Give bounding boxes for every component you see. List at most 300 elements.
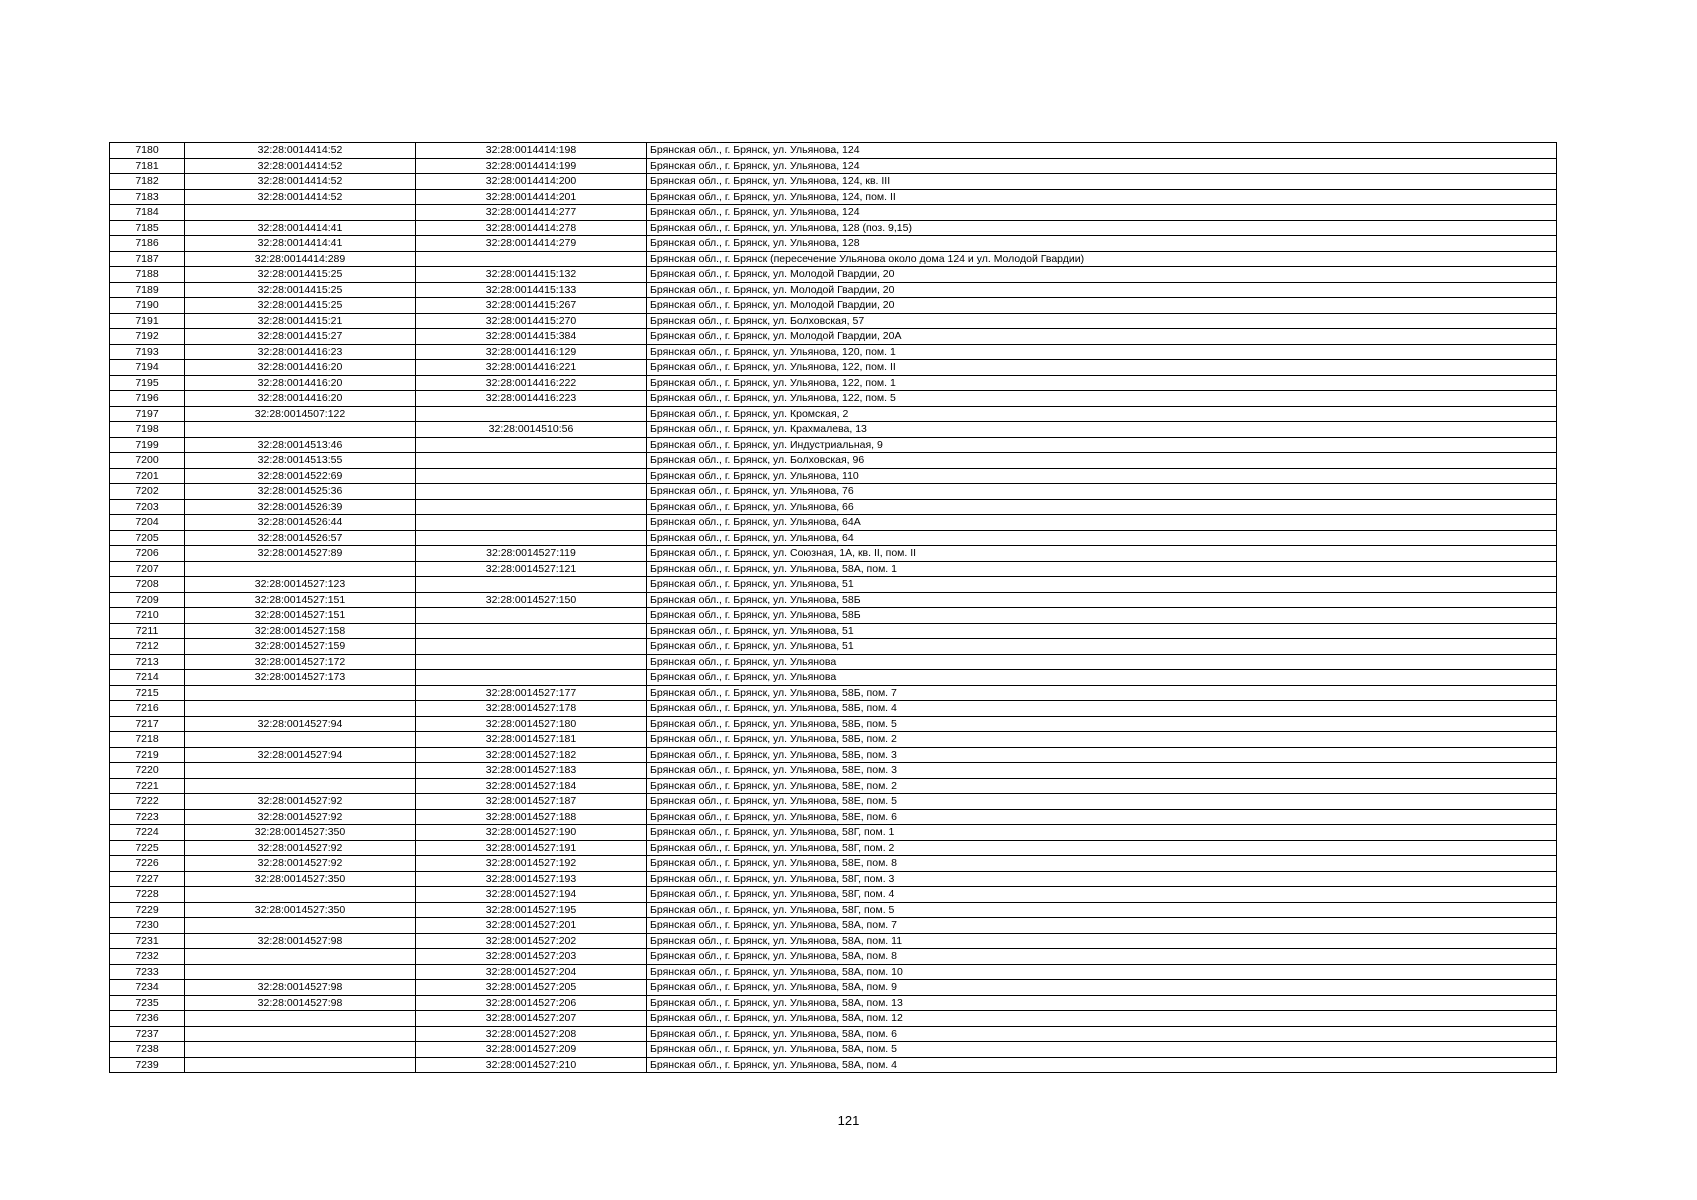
row-number-cell: 7185 [110,220,185,236]
parcel-cadastral-number-cell: 32:28:0014527:350 [185,825,416,841]
address-cell: Брянская обл., г. Брянск, ул. Ульянова, 124 [647,205,1557,221]
row-number-cell: 7236 [110,1011,185,1027]
table-row [110,251,1557,267]
parcel-cadastral-number-cell: 32:28:0014527:94 [185,716,416,732]
object-cadastral-number-cell: 32:28:0014510:56 [416,422,647,438]
address-cell: Брянская обл., г. Брянск, ул. Ульянова, 124, пом. II [647,189,1557,205]
table-row [110,825,1557,841]
address-cell: Брянская обл., г. Брянск, ул. Ульянова, 58А, пом. 12 [647,1011,1557,1027]
address-cell: Брянская обл., г. Брянск, ул. Ульянова, 58А, пом. 5 [647,1042,1557,1058]
object-cadastral-number-cell [416,406,647,422]
row-number-cell: 7212 [110,639,185,655]
row-number-cell: 7221 [110,778,185,794]
parcel-cadastral-number-cell [185,205,416,221]
table-row [110,1026,1557,1042]
row-number-cell: 7206 [110,546,185,562]
address-cell: Брянская обл., г. Брянск, ул. Ульянова, 128 (поз. 9,15) [647,220,1557,236]
object-cadastral-number-cell: 32:28:0014527:194 [416,887,647,903]
address-cell: Брянская обл., г. Брянск, ул. Молодой Гвардии, 20А [647,329,1557,345]
parcel-cadastral-number-cell: 32:28:0014416:20 [185,360,416,376]
object-cadastral-number-cell: 32:28:0014527:193 [416,871,647,887]
parcel-cadastral-number-cell: 32:28:0014416:20 [185,375,416,391]
parcel-cadastral-number-cell: 32:28:0014527:151 [185,608,416,624]
row-number-cell: 7203 [110,499,185,515]
table-row [110,608,1557,624]
parcel-cadastral-number-cell [185,1057,416,1073]
parcel-cadastral-number-cell: 32:28:0014415:21 [185,313,416,329]
parcel-cadastral-number-cell: 32:28:0014527:158 [185,623,416,639]
object-cadastral-number-cell: 32:28:0014527:184 [416,778,647,794]
object-cadastral-number-cell: 32:28:0014414:198 [416,143,647,159]
address-cell: Брянская обл., г. Брянск, ул. Ульянова, 58Е, пом. 3 [647,763,1557,779]
parcel-cadastral-number-cell: 32:28:0014526:44 [185,515,416,531]
parcel-cadastral-number-cell [185,701,416,717]
object-cadastral-number-cell: 32:28:0014527:183 [416,763,647,779]
row-number-cell: 7198 [110,422,185,438]
object-cadastral-number-cell [416,437,647,453]
row-number-cell: 7205 [110,530,185,546]
table-row [110,344,1557,360]
table-row [110,747,1557,763]
object-cadastral-number-cell: 32:28:0014527:192 [416,856,647,872]
address-cell: Брянская обл., г. Брянск, ул. Ульянова [647,670,1557,686]
table-row [110,360,1557,376]
address-cell: Брянская обл., г. Брянск, ул. Ульянова, 110 [647,468,1557,484]
address-cell: Брянская обл., г. Брянск, ул. Ульянова, 58Е, пом. 8 [647,856,1557,872]
address-cell: Брянская обл., г. Брянск, ул. Ульянова, 58Е, пом. 6 [647,809,1557,825]
table-row [110,1057,1557,1073]
row-number-cell: 7239 [110,1057,185,1073]
row-number-cell: 7207 [110,561,185,577]
row-number-cell: 7232 [110,949,185,965]
row-number-cell: 7222 [110,794,185,810]
row-number-cell: 7181 [110,158,185,174]
row-number-cell: 7231 [110,933,185,949]
address-cell: Брянская обл., г. Брянск, ул. Ульянова, 58Г, пом. 2 [647,840,1557,856]
address-cell: Брянская обл., г. Брянск, ул. Ульянова, 58Б, пом. 3 [647,747,1557,763]
table-row [110,530,1557,546]
object-cadastral-number-cell: 32:28:0014527:201 [416,918,647,934]
row-number-cell: 7196 [110,391,185,407]
table-row [110,298,1557,314]
table-row [110,220,1557,236]
object-cadastral-number-cell: 32:28:0014527:119 [416,546,647,562]
object-cadastral-number-cell: 32:28:0014415:133 [416,282,647,298]
object-cadastral-number-cell: 32:28:0014527:208 [416,1026,647,1042]
table-row [110,406,1557,422]
table-row [110,267,1557,283]
address-cell: Брянская обл., г. Брянск, ул. Ульянова, 58А, пом. 9 [647,980,1557,996]
row-number-cell: 7193 [110,344,185,360]
parcel-cadastral-number-cell: 32:28:0014527:173 [185,670,416,686]
row-number-cell: 7209 [110,592,185,608]
row-number-cell: 7192 [110,329,185,345]
table-row [110,143,1557,159]
table-row [110,623,1557,639]
address-cell: Брянская обл., г. Брянск, ул. Ульянова, 58А, пом. 10 [647,964,1557,980]
row-number-cell: 7233 [110,964,185,980]
registry-table-container [109,142,1557,1073]
object-cadastral-number-cell [416,251,647,267]
row-number-cell: 7230 [110,918,185,934]
object-cadastral-number-cell: 32:28:0014415:270 [416,313,647,329]
parcel-cadastral-number-cell: 32:28:0014527:92 [185,840,416,856]
row-number-cell: 7194 [110,360,185,376]
address-cell: Брянская обл., г. Брянск, ул. Ульянова, 64 [647,530,1557,546]
address-cell: Брянская обл., г. Брянск, ул. Ульянова, 64А [647,515,1557,531]
object-cadastral-number-cell: 32:28:0014527:207 [416,1011,647,1027]
object-cadastral-number-cell: 32:28:0014527:191 [416,840,647,856]
address-cell: Брянская обл., г. Брянск, ул. Ульянова, 122, пом. II [647,360,1557,376]
address-cell: Брянская обл., г. Брянск, ул. Ульянова, 124 [647,143,1557,159]
address-cell: Брянская обл., г. Брянск, ул. Болховская, 96 [647,453,1557,469]
row-number-cell: 7213 [110,654,185,670]
address-cell: Брянская обл., г. Брянск, ул. Ульянова, 58Б, пом. 4 [647,701,1557,717]
table-row [110,592,1557,608]
parcel-cadastral-number-cell: 32:28:0014522:69 [185,468,416,484]
object-cadastral-number-cell [416,654,647,670]
parcel-cadastral-number-cell: 32:28:0014526:57 [185,530,416,546]
row-number-cell: 7188 [110,267,185,283]
object-cadastral-number-cell: 32:28:0014527:187 [416,794,647,810]
address-cell: Брянская обл., г. Брянск, ул. Ульянова, 124 [647,158,1557,174]
table-row [110,282,1557,298]
parcel-cadastral-number-cell: 32:28:0014414:52 [185,174,416,190]
table-row [110,189,1557,205]
object-cadastral-number-cell: 32:28:0014414:200 [416,174,647,190]
row-number-cell: 7201 [110,468,185,484]
address-cell: Брянская обл., г. Брянск, ул. Молодой Гвардии, 20 [647,282,1557,298]
parcel-cadastral-number-cell [185,887,416,903]
table-row [110,670,1557,686]
address-cell: Брянская обл., г. Брянск, ул. Кромская, 2 [647,406,1557,422]
address-cell: Брянская обл., г. Брянск, ул. Ульянова, 58Е, пом. 2 [647,778,1557,794]
row-number-cell: 7191 [110,313,185,329]
object-cadastral-number-cell: 32:28:0014527:209 [416,1042,647,1058]
row-number-cell: 7238 [110,1042,185,1058]
address-cell: Брянская обл., г. Брянск, ул. Ульянова, 58Б, пом. 2 [647,732,1557,748]
address-cell: Брянская обл., г. Брянск, ул. Ульянова, 124, кв. III [647,174,1557,190]
address-cell: Брянская обл., г. Брянск, ул. Ульянова, 58Б [647,608,1557,624]
object-cadastral-number-cell: 32:28:0014527:180 [416,716,647,732]
row-number-cell: 7218 [110,732,185,748]
table-row [110,577,1557,593]
object-cadastral-number-cell: 32:28:0014527:206 [416,995,647,1011]
row-number-cell: 7204 [110,515,185,531]
table-row [110,732,1557,748]
table-row [110,701,1557,717]
table-row [110,809,1557,825]
row-number-cell: 7186 [110,236,185,252]
address-cell: Брянская обл., г. Брянск, ул. Ульянова, 122, пом. 1 [647,375,1557,391]
address-cell: Брянская обл., г. Брянск, ул. Ульянова, 128 [647,236,1557,252]
parcel-cadastral-number-cell [185,918,416,934]
table-row [110,561,1557,577]
parcel-cadastral-number-cell: 32:28:0014415:25 [185,267,416,283]
object-cadastral-number-cell [416,623,647,639]
object-cadastral-number-cell: 32:28:0014527:210 [416,1057,647,1073]
object-cadastral-number-cell: 32:28:0014527:177 [416,685,647,701]
table-row [110,918,1557,934]
table-row [110,980,1557,996]
object-cadastral-number-cell: 32:28:0014527:195 [416,902,647,918]
address-cell: Брянская обл., г. Брянск, ул. Ульянова, 58Б, пом. 7 [647,685,1557,701]
parcel-cadastral-number-cell [185,1026,416,1042]
object-cadastral-number-cell: 32:28:0014527:205 [416,980,647,996]
object-cadastral-number-cell: 32:28:0014414:278 [416,220,647,236]
row-number-cell: 7225 [110,840,185,856]
address-cell: Брянская обл., г. Брянск, ул. Ульянова, 58Е, пом. 5 [647,794,1557,810]
address-cell: Брянская обл., г. Брянск, ул. Ульянова, 58А, пом. 7 [647,918,1557,934]
parcel-cadastral-number-cell: 32:28:0014513:55 [185,453,416,469]
page-number: 121 [837,1113,860,1128]
parcel-cadastral-number-cell: 32:28:0014527:350 [185,871,416,887]
parcel-cadastral-number-cell [185,1011,416,1027]
parcel-cadastral-number-cell [185,964,416,980]
address-cell: Брянская обл., г. Брянск, ул. Ульянова, 58Г, пом. 4 [647,887,1557,903]
parcel-cadastral-number-cell: 32:28:0014414:41 [185,220,416,236]
address-cell: Брянская обл., г. Брянск, ул. Ульянова, 58А, пом. 4 [647,1057,1557,1073]
row-number-cell: 7237 [110,1026,185,1042]
address-cell: Брянская обл., г. Брянск, ул. Союзная, 1А, кв. II, пом. II [647,546,1557,562]
table-row [110,546,1557,562]
address-cell: Брянская обл., г. Брянск, ул. Ульянова, 51 [647,623,1557,639]
parcel-cadastral-number-cell: 32:28:0014414:52 [185,158,416,174]
row-number-cell: 7200 [110,453,185,469]
address-cell: Брянская обл., г. Брянск, ул. Молодой Гвардии, 20 [647,267,1557,283]
object-cadastral-number-cell: 32:28:0014414:199 [416,158,647,174]
parcel-cadastral-number-cell: 32:28:0014507:122 [185,406,416,422]
parcel-cadastral-number-cell: 32:28:0014527:98 [185,995,416,1011]
row-number-cell: 7210 [110,608,185,624]
row-number-cell: 7197 [110,406,185,422]
table-row [110,933,1557,949]
address-cell: Брянская обл., г. Брянск, ул. Ульянова, 58А, пом. 11 [647,933,1557,949]
object-cadastral-number-cell [416,499,647,515]
address-cell: Брянская обл., г. Брянск, ул. Ульянова, 58А, пом. 1 [647,561,1557,577]
address-cell: Брянская обл., г. Брянск, ул. Ульянова, 58А, пом. 8 [647,949,1557,965]
parcel-cadastral-number-cell [185,763,416,779]
address-cell: Брянская обл., г. Брянск, ул. Ульянова [647,654,1557,670]
object-cadastral-number-cell: 32:28:0014414:277 [416,205,647,221]
row-number-cell: 7180 [110,143,185,159]
parcel-cadastral-number-cell: 32:28:0014527:92 [185,856,416,872]
table-row [110,329,1557,345]
row-number-cell: 7227 [110,871,185,887]
row-number-cell: 7226 [110,856,185,872]
row-number-cell: 7182 [110,174,185,190]
row-number-cell: 7223 [110,809,185,825]
table-row [110,158,1557,174]
row-number-cell: 7216 [110,701,185,717]
row-number-cell: 7220 [110,763,185,779]
object-cadastral-number-cell: 32:28:0014527:178 [416,701,647,717]
table-row [110,422,1557,438]
table-row [110,391,1557,407]
parcel-cadastral-number-cell: 32:28:0014415:27 [185,329,416,345]
registry-table [109,142,1557,1073]
parcel-cadastral-number-cell: 32:28:0014525:36 [185,484,416,500]
row-number-cell: 7215 [110,685,185,701]
object-cadastral-number-cell: 32:28:0014527:182 [416,747,647,763]
row-number-cell: 7183 [110,189,185,205]
object-cadastral-number-cell: 32:28:0014415:384 [416,329,647,345]
parcel-cadastral-number-cell: 32:28:0014527:98 [185,980,416,996]
object-cadastral-number-cell: 32:28:0014527:204 [416,964,647,980]
table-row [110,995,1557,1011]
table-row [110,685,1557,701]
row-number-cell: 7228 [110,887,185,903]
parcel-cadastral-number-cell [185,685,416,701]
parcel-cadastral-number-cell: 32:28:0014416:23 [185,344,416,360]
row-number-cell: 7187 [110,251,185,267]
address-cell: Брянская обл., г. Брянск, ул. Ульянова, 66 [647,499,1557,515]
parcel-cadastral-number-cell: 32:28:0014527:98 [185,933,416,949]
address-cell: Брянская обл., г. Брянск, ул. Ульянова, 58Б, пом. 5 [647,716,1557,732]
table-row [110,1042,1557,1058]
parcel-cadastral-number-cell: 32:28:0014527:92 [185,794,416,810]
registry-table-body [110,143,1557,1073]
row-number-cell: 7208 [110,577,185,593]
parcel-cadastral-number-cell: 32:28:0014527:92 [185,809,416,825]
object-cadastral-number-cell: 32:28:0014527:121 [416,561,647,577]
row-number-cell: 7202 [110,484,185,500]
address-cell: Брянская обл., г. Брянск, ул. Крахмалева, 13 [647,422,1557,438]
row-number-cell: 7211 [110,623,185,639]
table-row [110,236,1557,252]
object-cadastral-number-cell: 32:28:0014527:190 [416,825,647,841]
object-cadastral-number-cell [416,515,647,531]
object-cadastral-number-cell [416,530,647,546]
object-cadastral-number-cell: 32:28:0014416:222 [416,375,647,391]
table-row [110,205,1557,221]
parcel-cadastral-number-cell: 32:28:0014527:123 [185,577,416,593]
table-row [110,468,1557,484]
object-cadastral-number-cell: 32:28:0014415:132 [416,267,647,283]
parcel-cadastral-number-cell: 32:28:0014415:25 [185,298,416,314]
address-cell: Брянская обл., г. Брянск, ул. Ульянова, 58А, пом. 13 [647,995,1557,1011]
parcel-cadastral-number-cell: 32:28:0014527:350 [185,902,416,918]
object-cadastral-number-cell: 32:28:0014527:150 [416,592,647,608]
table-row [110,639,1557,655]
row-number-cell: 7235 [110,995,185,1011]
table-row [110,174,1557,190]
address-cell: Брянская обл., г. Брянск, ул. Индустриальная, 9 [647,437,1557,453]
address-cell: Брянская обл., г. Брянск, ул. Ульянова, 58Г, пом. 1 [647,825,1557,841]
address-cell: Брянская обл., г. Брянск, ул. Молодой Гвардии, 20 [647,298,1557,314]
parcel-cadastral-number-cell: 32:28:0014415:25 [185,282,416,298]
table-row [110,499,1557,515]
table-row [110,871,1557,887]
parcel-cadastral-number-cell: 32:28:0014416:20 [185,391,416,407]
object-cadastral-number-cell: 32:28:0014416:223 [416,391,647,407]
table-row [110,313,1557,329]
table-row [110,840,1557,856]
table-row [110,437,1557,453]
table-row [110,778,1557,794]
parcel-cadastral-number-cell: 32:28:0014414:52 [185,143,416,159]
table-row [110,949,1557,965]
parcel-cadastral-number-cell [185,1042,416,1058]
object-cadastral-number-cell [416,608,647,624]
parcel-cadastral-number-cell [185,561,416,577]
table-row [110,902,1557,918]
object-cadastral-number-cell: 32:28:0014416:129 [416,344,647,360]
row-number-cell: 7234 [110,980,185,996]
object-cadastral-number-cell [416,484,647,500]
parcel-cadastral-number-cell: 32:28:0014414:289 [185,251,416,267]
object-cadastral-number-cell [416,577,647,593]
object-cadastral-number-cell: 32:28:0014527:203 [416,949,647,965]
row-number-cell: 7219 [110,747,185,763]
object-cadastral-number-cell: 32:28:0014414:201 [416,189,647,205]
parcel-cadastral-number-cell: 32:28:0014414:41 [185,236,416,252]
object-cadastral-number-cell: 32:28:0014415:267 [416,298,647,314]
parcel-cadastral-number-cell: 32:28:0014527:94 [185,747,416,763]
object-cadastral-number-cell [416,468,647,484]
address-cell: Брянская обл., г. Брянск, ул. Ульянова, 122, пом. 5 [647,391,1557,407]
address-cell: Брянская обл., г. Брянск, ул. Ульянова, 76 [647,484,1557,500]
parcel-cadastral-number-cell [185,422,416,438]
row-number-cell: 7195 [110,375,185,391]
table-row [110,654,1557,670]
object-cadastral-number-cell: 32:28:0014527:181 [416,732,647,748]
row-number-cell: 7184 [110,205,185,221]
parcel-cadastral-number-cell: 32:28:0014527:89 [185,546,416,562]
row-number-cell: 7199 [110,437,185,453]
address-cell: Брянская обл., г. Брянск, ул. Ульянова, 58А, пом. 6 [647,1026,1557,1042]
address-cell: Брянская обл., г. Брянск, ул. Ульянова, 51 [647,639,1557,655]
object-cadastral-number-cell [416,453,647,469]
row-number-cell: 7190 [110,298,185,314]
row-number-cell: 7189 [110,282,185,298]
row-number-cell: 7214 [110,670,185,686]
parcel-cadastral-number-cell: 32:28:0014527:172 [185,654,416,670]
table-row [110,453,1557,469]
parcel-cadastral-number-cell: 32:28:0014527:159 [185,639,416,655]
table-row [110,1011,1557,1027]
table-row [110,856,1557,872]
address-cell: Брянская обл., г. Брянск, ул. Ульянова, 58Г, пом. 5 [647,902,1557,918]
object-cadastral-number-cell: 32:28:0014414:279 [416,236,647,252]
object-cadastral-number-cell [416,639,647,655]
address-cell: Брянская обл., г. Брянск (пересечение Ульянова около дома 124 и ул. Молодой Гвардии) [647,251,1557,267]
object-cadastral-number-cell: 32:28:0014527:188 [416,809,647,825]
table-row [110,794,1557,810]
parcel-cadastral-number-cell [185,732,416,748]
table-row [110,964,1557,980]
table-row [110,515,1557,531]
parcel-cadastral-number-cell: 32:28:0014527:151 [185,592,416,608]
row-number-cell: 7217 [110,716,185,732]
row-number-cell: 7229 [110,902,185,918]
table-row [110,484,1557,500]
object-cadastral-number-cell [416,670,647,686]
parcel-cadastral-number-cell: 32:28:0014526:39 [185,499,416,515]
address-cell: Брянская обл., г. Брянск, ул. Ульянова, 120, пом. 1 [647,344,1557,360]
address-cell: Брянская обл., г. Брянск, ул. Болховская, 57 [647,313,1557,329]
row-number-cell: 7224 [110,825,185,841]
address-cell: Брянская обл., г. Брянск, ул. Ульянова, 58Г, пом. 3 [647,871,1557,887]
parcel-cadastral-number-cell [185,778,416,794]
table-row [110,375,1557,391]
parcel-cadastral-number-cell [185,949,416,965]
object-cadastral-number-cell: 32:28:0014416:221 [416,360,647,376]
parcel-cadastral-number-cell: 32:28:0014513:46 [185,437,416,453]
address-cell: Брянская обл., г. Брянск, ул. Ульянова, 58Б [647,592,1557,608]
table-row [110,716,1557,732]
object-cadastral-number-cell: 32:28:0014527:202 [416,933,647,949]
